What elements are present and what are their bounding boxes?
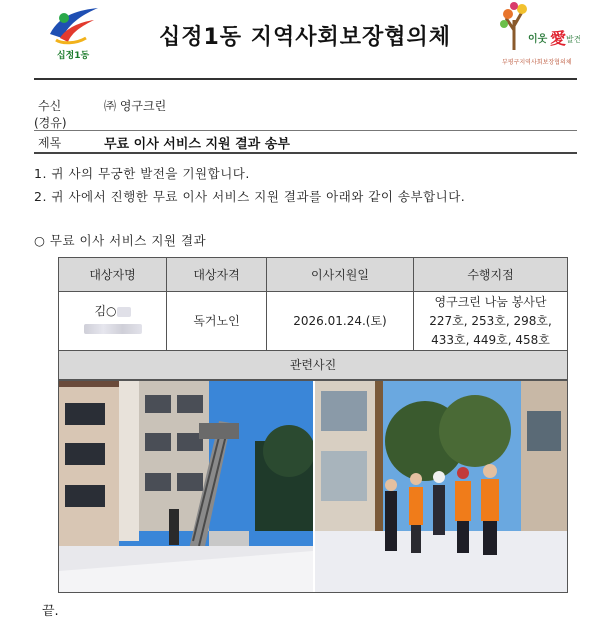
district-logo-label: 십정1동 xyxy=(56,51,90,61)
col-header-date: 이사지원일 xyxy=(267,258,414,292)
col-header-name: 대상자명 xyxy=(59,258,167,292)
col-header-branch: 수행지점 xyxy=(414,258,568,292)
table-row xyxy=(59,292,568,351)
council-logo xyxy=(500,0,580,70)
end-mark: 끝. xyxy=(42,604,59,619)
cell-branch xyxy=(414,292,568,351)
svg-text:발견: 발견 xyxy=(566,35,580,44)
cell-date: 2026.01.24.(토) xyxy=(267,292,414,351)
header-divider xyxy=(34,78,577,80)
recipient-value: ㈜ 영구크린 xyxy=(104,99,167,113)
svg-text:愛: 愛 xyxy=(550,29,567,48)
subject-value: 무료 이사 서비스 지원 결과 송부 xyxy=(104,137,290,152)
redacted-address xyxy=(84,324,142,334)
branch-line: 영구크린 나눔 봉사단 xyxy=(434,294,547,309)
recipient-name: 김○ xyxy=(94,304,117,318)
volunteers-photo xyxy=(315,381,567,592)
branch-line: 433호, 449호, 458호 xyxy=(431,332,550,347)
cell-name xyxy=(59,292,167,351)
cell-qualification: 독거노인 xyxy=(167,292,267,351)
meta-divider xyxy=(34,130,577,131)
section-title: ○ 무료 이사 서비스 지원 결과 xyxy=(34,233,207,248)
col-header-qualification: 대상자격 xyxy=(167,258,267,292)
redaction-mark xyxy=(117,307,131,317)
moving-ladder-photo xyxy=(59,381,313,592)
svg-text:이웃: 이웃 xyxy=(528,34,548,45)
table-header-row xyxy=(59,258,568,292)
recipient-sub-label: (경유) xyxy=(34,116,67,130)
branch-line: 227호, 253호, 298호, xyxy=(429,313,552,328)
document-title: 십정1동 지역사회보장협의체 xyxy=(159,25,451,50)
subject-label: 제목 xyxy=(38,136,62,150)
photo-frame xyxy=(58,380,568,593)
results-table xyxy=(58,257,568,351)
body-item-2: 2. 귀 사에서 진행한 무료 이사 서비스 지원 결과를 아래와 같이 송부합니다. xyxy=(34,189,466,204)
body-item-1: 1. 귀 사의 무궁한 발전을 기원합니다. xyxy=(34,166,250,181)
svg-text:부평구지역사회보장협의체: 부평구지역사회보장협의체 xyxy=(502,59,572,66)
subject-divider xyxy=(34,152,577,154)
photo-section-header: 관련사진 xyxy=(58,350,568,380)
recipient-label: 수신 xyxy=(38,99,62,113)
